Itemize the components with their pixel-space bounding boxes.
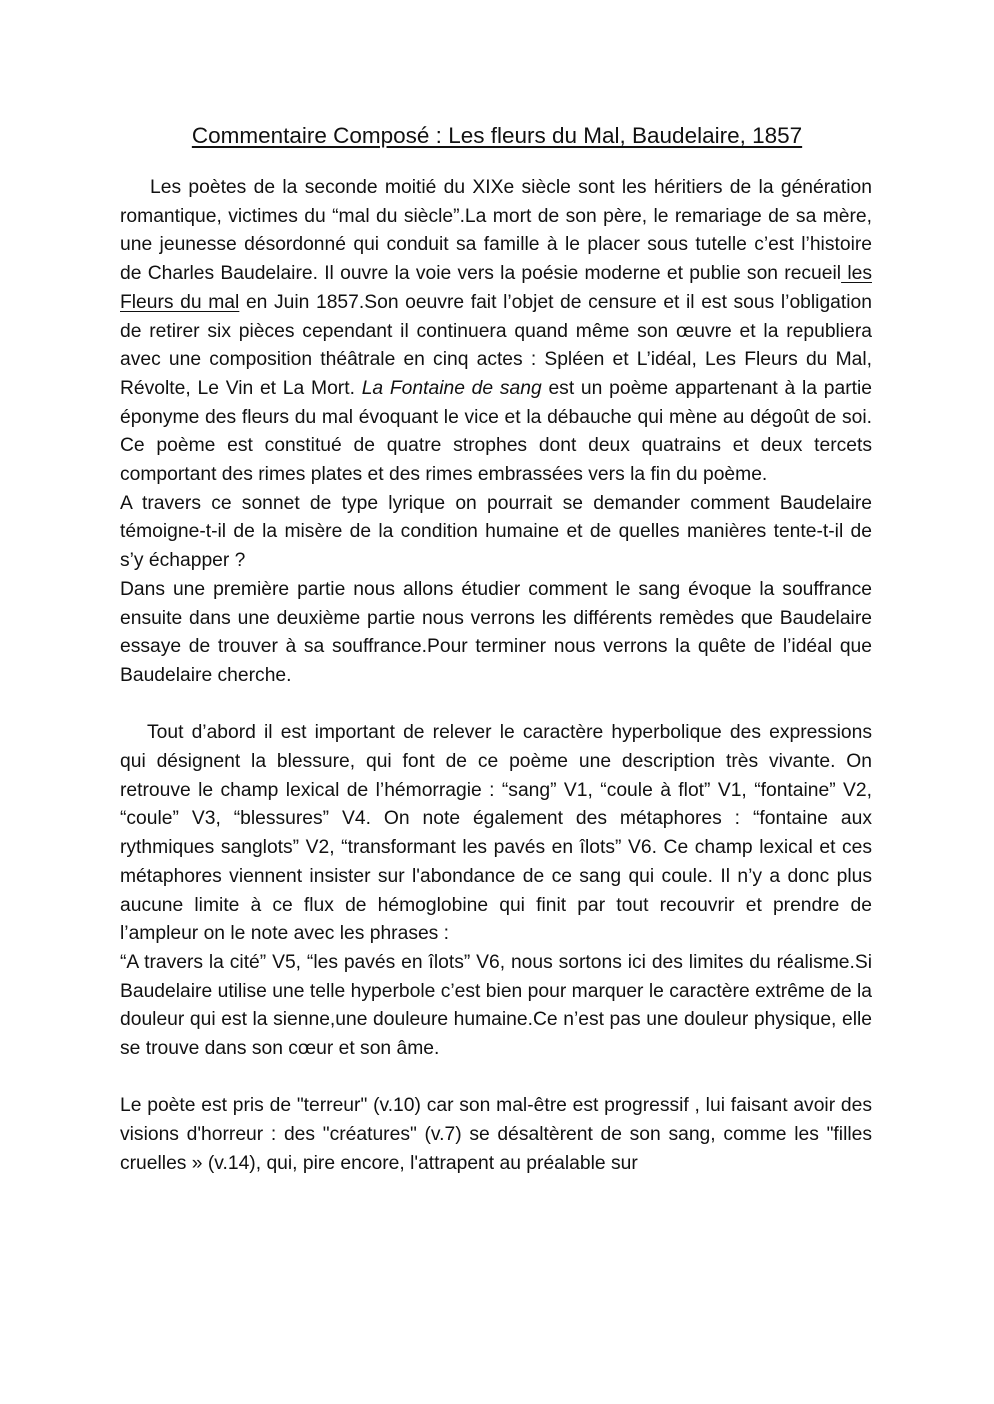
plan-paragraph: Dans une première partie nous allons étudier comment le sang évoque la souffrance ensuite dans une deuxième partie nous verrons les différents remèdes que Baudelaire essaye de trouver à sa souffrance.Pour terminer nous verrons la quête de l’idéal que Baudelaire cherche. [120, 578, 872, 686]
paragraph-spacer [120, 691, 872, 720]
intro-text-2: en Juin 1857.Son oeuvre fait l’objet de censure et il est sous l’obligation de retirer six pièces cependant il continuera quand même son œuvre et la republiera avec une composition théâtrale en cinq actes : Spléen et L’idéal, Les Fleurs du Mal, Révolte, Le Vin et La Mort. [120, 291, 872, 399]
part1-paragraph-3: Le poète est pris de "terreur" (v.10) car son mal-être est progressif , lui faisant avoir des visions d'horreur : des "créatures" (v.7) se désaltèrent de son sang, comme les "filles cruelles » (v.14), qui, pire encore, l'attrapent au préalable sur [120, 1095, 872, 1174]
problematic-paragraph: A travers ce sonnet de type lyrique on pourrait se demander comment Baudelaire témoigne-t-il de la misère de la condition humaine et de quelles manières tente-t-il de s’y échapper ? [120, 492, 872, 572]
book-title-underlined: les Fleurs du mal [120, 263, 872, 313]
part1-paragraph-1: Tout d’abord il est important de relever le caractère hyperbolique des expressions qui désignent la blessure, qui font de ce poème une description très vivante. On retrouve le champ lexical de l’hémorragie : “sang” V1, “coule à flot” V1, “fontaine” V2, “coule” V3, “blessures” V4. On note également des métaphores : “fontaine aux rythmiques sanglots” V2, “transformant les pavés en îlots” V6. Ce champ lexical et ces métaphores viennent insister sur l'abondance de ce sang qui coule. Il n’y a donc plus aucune limite à ce flux de hémoglobine qui finit par tout recouvrir et prendre de l’ampleur on le note avec les phrases : [120, 722, 872, 945]
paragraph-spacer [120, 1064, 872, 1093]
intro-text-1: Les poètes de la seconde moitié du XIXe siècle sont les héritiers de la génération romantique, victimes du “mal du siècle”.La mort de son père, le remariage de sa mère, une jeunesse désordonné qui conduit sa famille à le placer sous tutelle c’est l’histoire de Charles Baudelaire. Il ouvre la voie vers la poésie moderne et publie son recueil [120, 177, 872, 285]
document-title: Commentaire Composé : Les fleurs du Mal, Baudelaire, 1857 [191, 123, 803, 148]
intro-paragraph-1 [120, 174, 872, 490]
poem-title-italic: La Fontaine de sang [361, 377, 542, 399]
document-body [120, 174, 872, 1179]
part1-paragraph-2: “A travers la cité” V5, “les pavés en îlots” V6, nous sortons ici des limites du réalisme.Si Baudelaire utilise une telle hyperbole c’est bien pour marquer le caractère extrême de la douleur qui est la sienne,une douleure humaine.Ce n’est pas une douleur physique, elle se trouve dans son cœur et son âme. [120, 951, 872, 1060]
intro-text-3: est un poème appartenant à la partie éponyme des fleurs du mal évoquant le vice et la débauche qui mène au dégoût de soi. Ce poème est constitué de quatre strophes dont deux quatrains et deux tercets comportant des rimes plates et des rimes embrassées vers la fin du poème. [120, 377, 872, 486]
